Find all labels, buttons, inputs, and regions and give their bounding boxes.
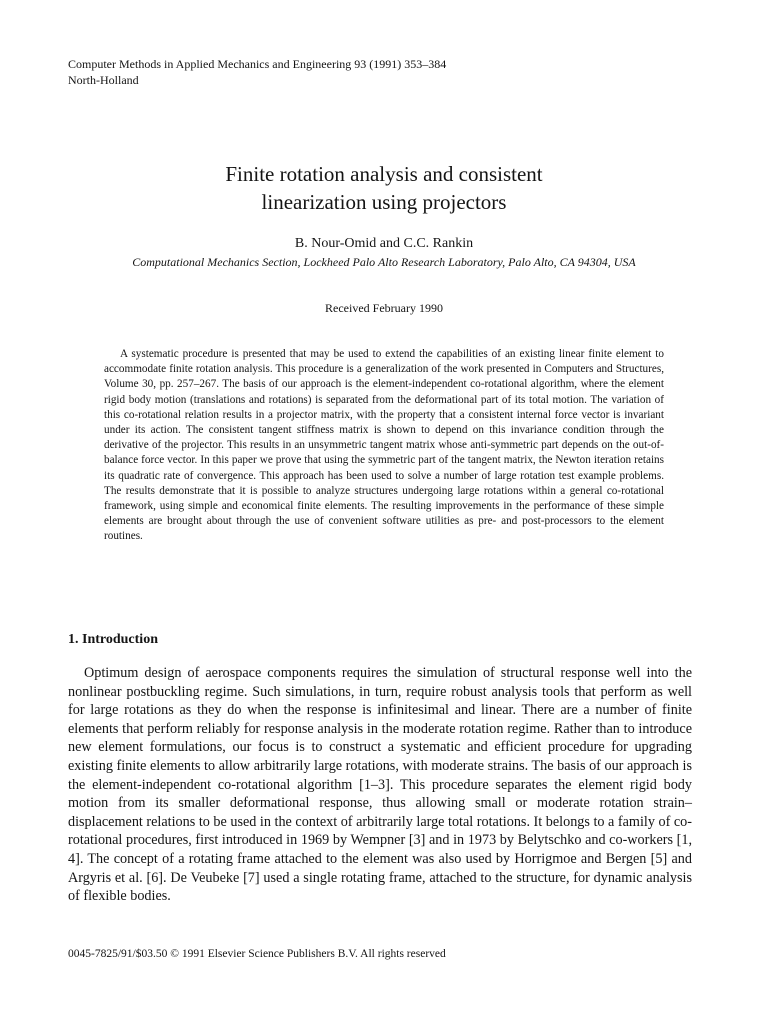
journal-citation <box>68 56 446 88</box>
paper-title <box>0 160 768 216</box>
received-date: Received February 1990 <box>325 301 443 315</box>
introduction-paragraph: Optimum design of aerospace components requires the simulation of structural response well into the nonlinear postbuckling regime. Such simulations, in turn, require robust analysis tools that perform as well for large rotations as they do when the response is infinitesimal and linear. There are a number of finite elements that perform reliably for response analysis in the moderate rotation regime. Rather than to introduce new element formulations, our focus is to construct a systematic and efficient procedure for upgrading existing finite elements to allow arbitrarily large rotations, with moderate strains. The basis of our approach is the element-independent co-rotational algorithm [1–3]. This procedure separates the element rigid body motion from its smaller deformational response, thus allowing small or moderate rotation strain–displacement relations to be used in the context of arbitrarily large total rotations. It belongs to a family of co-rotational procedures, first introduced in 1969 by Wempner [3] and in 1973 by Belytschko and co-workers [1, 4]. The concept of a rotating frame attached to the element was also used by Horrigmoe and Bergen [5] and Argyris et al. [6]. De Veubeke [7] used a single rotating frame, attached to the structure, for dynamic analysis of flexible bodies. <box>68 665 692 905</box>
publisher: North-Holland <box>68 73 139 87</box>
copyright-footer: 0045-7825/91/$03.50 © 1991 Elsevier Science Publishers B.V. All rights reserved <box>68 948 446 960</box>
section-heading: 1. Introduction <box>68 632 158 647</box>
journal-reference: Computer Methods in Applied Mechanics and Engineering 93 (1991) 353–384 <box>68 57 447 71</box>
title-line-2: linearization using projectors <box>261 190 507 214</box>
affiliation: Computational Mechanics Section, Lockheed Palo Alto Research Laboratory, Palo Alto, CA 94304, USA <box>132 255 636 269</box>
authors: B. Nour-Omid and C.C. Rankin <box>294 236 474 251</box>
abstract: A systematic procedure is presented that may be used to extend the capabilities of an existing linear finite element to accommodate finite rotation analysis. This procedure is a generalization of the work presented in Computers and Structures, Volume 30, pp. 257–267. The basis of our approach is the element-independent co-rotational algorithm, where the element rigid body motion (translations and rotations) is separated from the deformational part of its total motion. The variation of this co-rotational relation results in a projector matrix, with the property that a consistent internal force vector is invariant under its action. The consistent tangent stiffness matrix is shown to depend on this invariance condition through the derivative of the projector. This results in an unsymmetric tangent matrix whose anti-symmetric part depends on the out-of-balance force vector. In this paper we prove that using the symmetric part of the tangent matrix, the Newton iteration retains its quadratic rate of convergence. This approach has been used to solve a number of large rotation test example problems. The results demonstrate that it is possible to analyze structures undergoing large rotations within a general co-rotational framework, using simple and economical finite elements. The resulting improvements in the performance of these simple elements are brought about through the use of convenient software utilities as pre- and post-processors to the element routines. <box>104 348 664 543</box>
title-line-1: Finite rotation analysis and consistent <box>225 162 543 186</box>
